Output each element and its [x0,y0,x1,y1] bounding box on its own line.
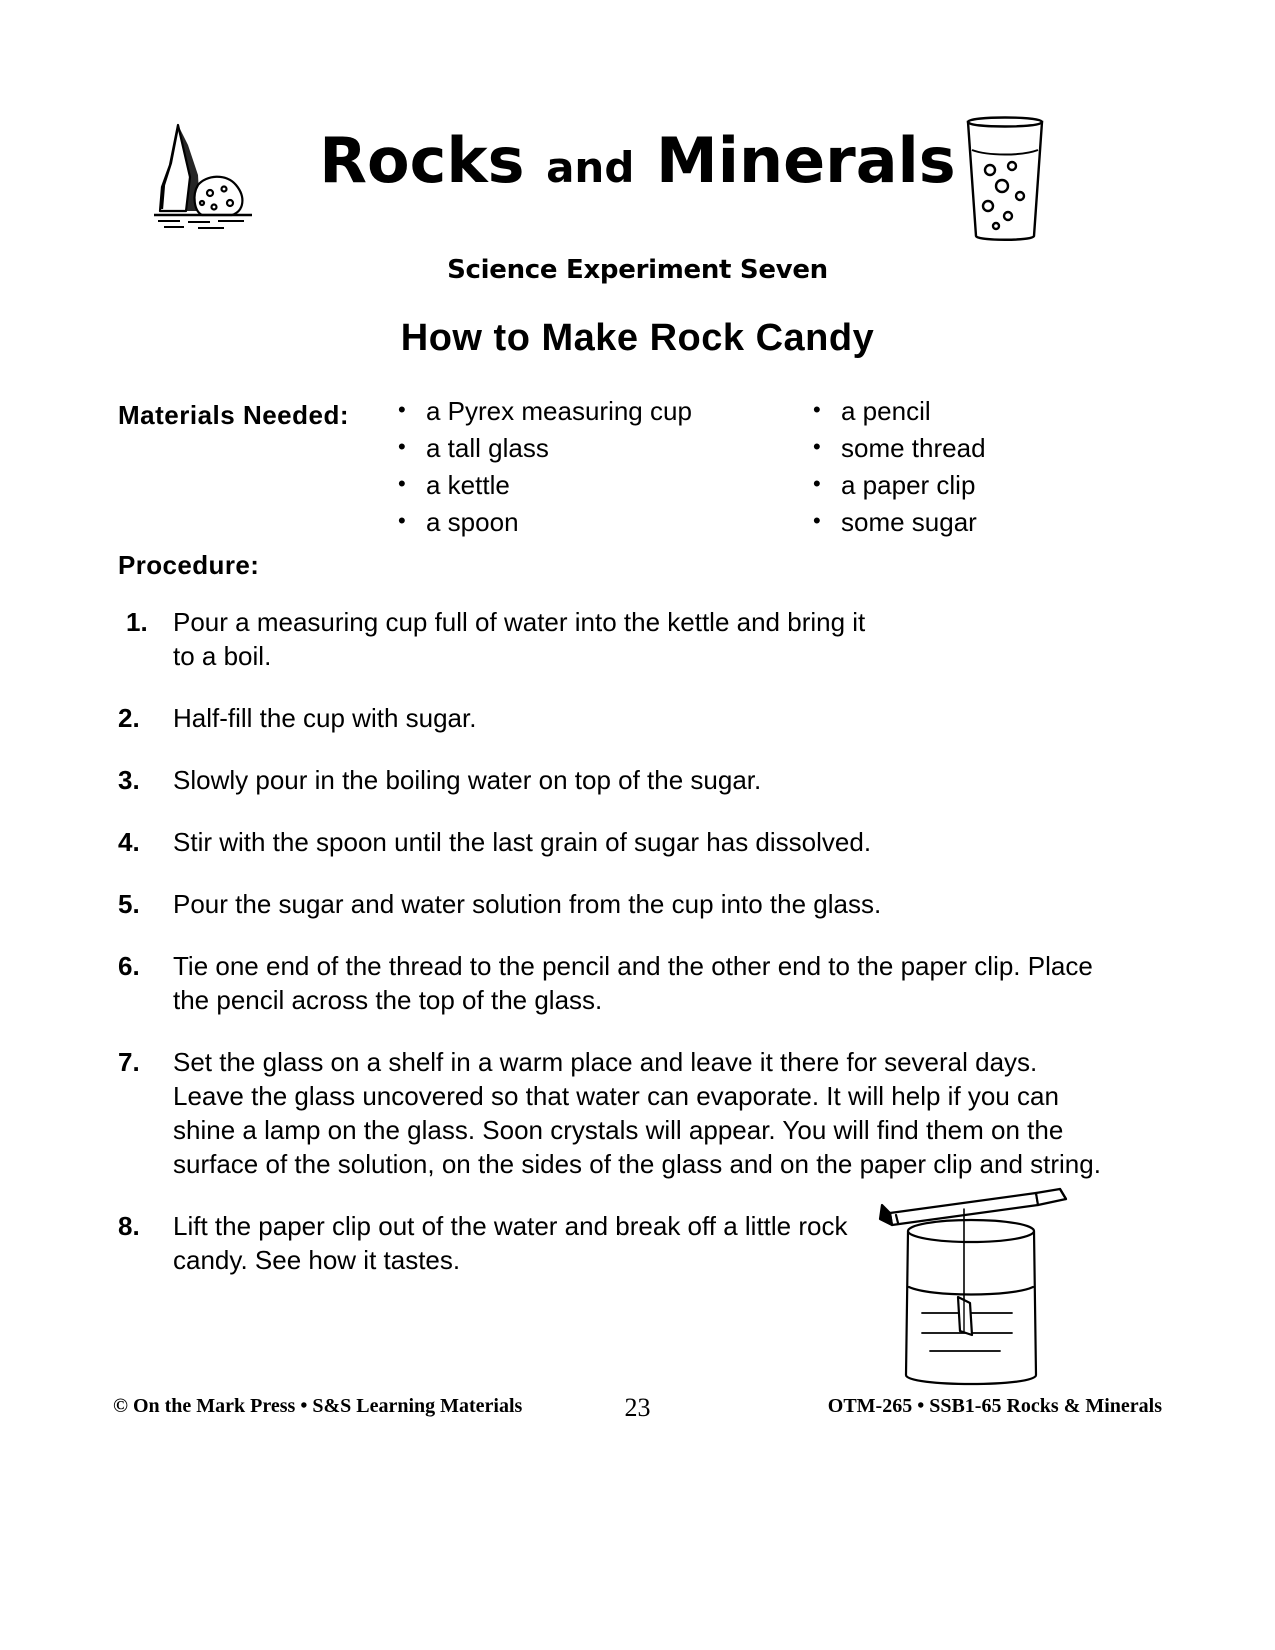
step-text: Stir with the spoon until the last grain of sugar has dissolved. [173,827,872,857]
step-number: 1. [126,607,148,637]
step-text: Set the glass on a shelf in a warm place and leave it there for several days. Leave the glass uncovered so that water can evaporate. It will help if you can shine a lamp on the glass. Soon crystals will appear. You will find them on the surface of the solution, on the sides of the glass and on the paper clip and string. [173,1047,1101,1179]
list-item: • a spoon [393,506,793,538]
step-number: 3. [118,765,140,795]
list-item: • a tall glass [393,432,793,464]
list-item [118,1209,873,1277]
list-item: • a Pyrex measuring cup [393,395,793,427]
step-number: 2. [118,703,140,733]
experiment-subtitle: Science Experiment Seven [447,255,828,285]
title-rocks: Rocks [319,124,525,197]
procedure-label: Procedure: [118,550,260,580]
footer-copyright: © On the Mark Press • S&S Learning Materials [113,1395,523,1417]
activity-title: How to Make Rock Candy [400,317,875,359]
list-item: • a paper clip [808,469,1168,501]
page-footer [0,1395,1275,1435]
glass-of-water-icon [950,110,1060,245]
step-number: 5. [118,889,140,919]
list-item [118,1045,1108,1181]
step-number: 7. [118,1047,140,1077]
rock-candy-jar-illustration [860,1175,1090,1405]
list-item [118,763,1108,797]
footer-product-code: OTM-265 • SSB1-65 Rocks & Minerals [827,1395,1162,1417]
step-text: Slowly pour in the boiling water on top of the sugar. [173,765,762,795]
step-number: 4. [118,827,140,857]
step-text: Pour the sugar and water solution from the cup into the glass. [173,889,882,919]
step-number: 6. [118,951,140,981]
step-text: Lift the paper clip out of the water and break off a little rock candy. See how it tastes. [173,1211,848,1275]
step-text: Half-fill the cup with sugar. [173,703,477,733]
step-text: Pour a measuring cup full of water into the kettle and bring it to a boil. [173,607,866,671]
list-item: • some sugar [808,506,1168,538]
list-item [118,949,1108,1017]
list-item [118,825,1108,859]
page-title [0,124,1275,197]
list-item: • some thread [808,432,1168,464]
title-minerals: Minerals [656,124,956,197]
page-header [0,100,1275,245]
list-item: • a kettle [393,469,793,501]
step-number: 8. [118,1211,140,1241]
list-item [118,701,1108,735]
list-item [118,605,873,673]
list-item [118,887,1108,921]
page-number: 23 [624,1393,651,1422]
title-and: and [546,143,635,192]
step-text: Tie one end of the thread to the pencil and the other end to the paper clip. Place the pencil across the top of the glass. [173,951,1093,1015]
materials-column-1 [393,395,793,543]
materials-column-2 [808,395,1168,543]
list-item: • a pencil [808,395,1168,427]
materials-label: Materials Needed: [118,400,350,430]
